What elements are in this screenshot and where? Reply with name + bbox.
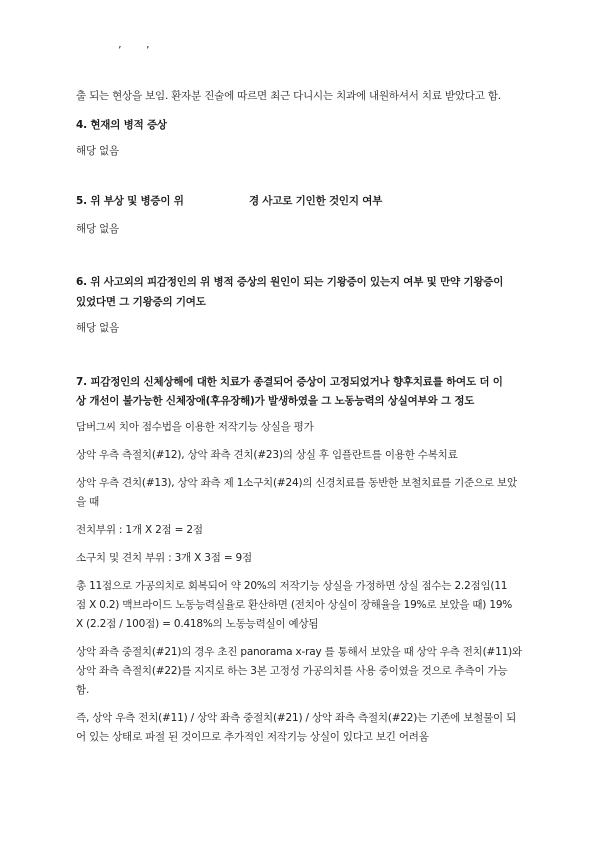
top-mark: ʼ [146, 44, 150, 57]
section-5-heading-right: 경 사고로 기인한 것인지 여부 [249, 195, 383, 207]
section-7-p7-line1: 상악 좌측 중절치(#21)의 경우 초진 panorama x-ray 를 통해서 보았을 때 상악 우측 전치(#11)와 [76, 646, 522, 658]
section-7-p6-line1: 총 11점으로 가공의치로 회복되어 약 20%의 저작기능 상실을 가정하면 상실 점수는 2.2점임(11 [76, 580, 508, 592]
section-7-p8-line1: 즉, 상악 우측 전치(#11) / 상악 좌측 중절치(#21) / 상악 좌측 측절치(#22)는 기존에 보철물이 되 [76, 712, 517, 724]
section-7-p3-line2: 을 때 [76, 496, 100, 508]
section-4-body: 해당 없음 [76, 145, 119, 157]
section-7-heading-line1: 7. 피감정인의 신체상해에 대한 치료가 종결되어 증상이 고정되었거나 향후치료를 하여도 더 이 [76, 376, 503, 388]
top-mark: ʼ [118, 44, 122, 57]
top-marks [118, 44, 174, 57]
section-7-p6-line3: X (2.2점 / 100점) = 0.418%의 노동능력실이 예상됨 [76, 618, 319, 630]
section-5-heading-left: 5. 위 부상 및 병증이 위 [76, 195, 184, 207]
section-4-heading: 4. 현재의 병적 증상 [76, 119, 167, 131]
section-7-p2: 상악 우측 측절치(#12), 상악 좌측 견치(#23)의 상실 후 임플란트를 이용한 수복치료 [76, 449, 458, 461]
intro-line: 출 되는 현상을 보임. 환자분 진술에 따르면 최근 다니시는 치과에 내원하셔서 치료 받았다고 함. [76, 90, 501, 102]
section-7-p3-line1: 상악 우측 견치(#13), 상악 좌측 제 1소구치(#24)의 신경치료를 동반한 보철치료를 기준으로 보았 [76, 477, 517, 489]
section-7-p8-line2: 어 있는 상태로 파절 된 것이므로 추가적인 저작기능 상실이 있다고 보긴 어려움 [76, 731, 429, 743]
section-7-p1: 담버그씨 치아 점수법을 이용한 저작기능 상실을 평가 [76, 421, 314, 433]
section-6-body: 해당 없음 [76, 322, 119, 334]
section-6-heading-line1: 6. 위 사고외의 피감정인의 위 병적 증상의 원인이 되는 기왕증이 있는지 여부 및 만약 기왕증이 [76, 276, 504, 288]
section-7-p7-line3: 함. [76, 684, 90, 696]
section-6-heading-line2: 있었다면 그 기왕증의 기여도 [76, 296, 206, 308]
section-7-p5: 소구치 및 견치 부위 : 3개 X 3점 = 9점 [76, 552, 252, 564]
section-7-p4: 전치부위 : 1개 X 2점 = 2점 [76, 524, 203, 536]
section-5-body: 해당 없음 [76, 223, 119, 235]
section-7-heading-line2: 상 개선이 불가능한 신체장애(후유장해)가 발생하였을 그 노동능력의 상실여부와 그 정도 [76, 395, 475, 407]
section-7-p6-line2: 점 X 0.2) 맥브라이드 노동능력실율로 환산하면 (전치아 상실이 장해율을 19%로 보았을 때) 19% [76, 599, 513, 611]
section-7-p7-line2: 상악 좌측 측절치(#22)를 지지로 하는 3본 고정성 가공의치를 사용 중이였을 것으로 추측이 가능 [76, 665, 508, 677]
